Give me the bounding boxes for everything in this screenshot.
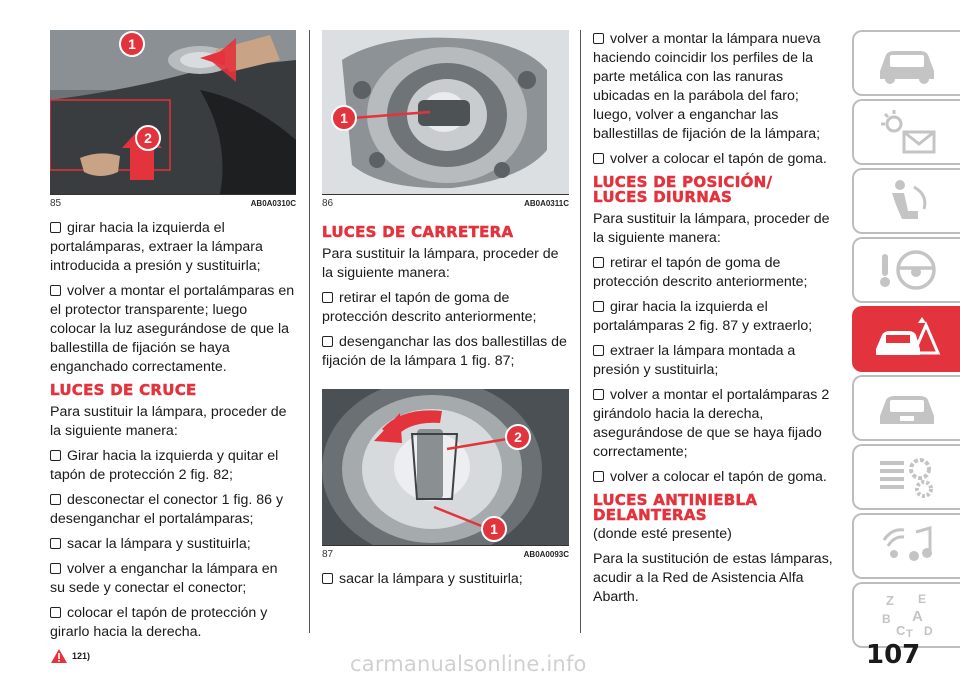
svg-text:T: T bbox=[906, 628, 913, 640]
column-divider bbox=[309, 30, 310, 633]
emergency-icon bbox=[872, 313, 942, 365]
svg-text:E: E bbox=[918, 592, 927, 606]
seat-airbag-icon bbox=[872, 175, 942, 227]
checkbox-icon bbox=[50, 563, 61, 574]
checkbox-icon bbox=[593, 471, 604, 482]
watermark: carmanualsonline.info bbox=[350, 652, 587, 676]
dashboard-lights-icon bbox=[872, 106, 942, 158]
checkbox-icon bbox=[50, 538, 61, 549]
warning-triangle-icon bbox=[50, 648, 68, 664]
heading-luces-de-carretera: LUCES DE CARRETERA bbox=[322, 223, 514, 241]
bullet-item: volver a colocar el tapón de goma. bbox=[593, 150, 841, 169]
figure-number: 85 bbox=[50, 198, 62, 209]
checkbox-icon bbox=[593, 33, 604, 44]
figure-number: 86 bbox=[322, 198, 334, 209]
figure-87 bbox=[322, 389, 569, 546]
figure-85 bbox=[50, 30, 296, 195]
figure-number: 87 bbox=[322, 549, 334, 560]
figure-87-caption bbox=[322, 546, 569, 560]
bullet-item: colocar el tapón de protección y girarlo hacia la derecha. bbox=[50, 605, 268, 640]
figure-code: AB0A0311C bbox=[524, 199, 569, 208]
checkbox-icon bbox=[322, 573, 333, 584]
warning-ref-text: 121) bbox=[72, 651, 91, 661]
warning-reference[interactable] bbox=[50, 648, 296, 664]
column-2 bbox=[322, 30, 569, 595]
figure-86-caption bbox=[322, 195, 569, 209]
svg-text:Z: Z bbox=[886, 593, 894, 608]
intro-text: Para sustituir la lámpara, proceder de la siguiente manera: bbox=[593, 211, 830, 246]
tab-technical-data[interactable] bbox=[852, 444, 960, 510]
heading-luces-antiniebla: LUCES ANTINIEBLA DELANTERAS bbox=[593, 491, 758, 524]
chapter-tabs bbox=[852, 30, 960, 651]
intro-text: Para sustituir la lámpara, proceder de la siguiente manera: bbox=[322, 246, 559, 281]
tab-steering[interactable] bbox=[852, 237, 960, 303]
column-1 bbox=[50, 30, 296, 664]
bullet-item: volver a colocar el tapón de goma. bbox=[593, 468, 841, 487]
steering-wheel-icon bbox=[872, 244, 942, 296]
body-text: Para la sustitución de estas lámparas, acudir a la Red de Asistencia Alfa Abarth. bbox=[593, 551, 833, 605]
checkbox-icon bbox=[50, 222, 61, 233]
figure-86-callout-1: 1 bbox=[340, 110, 348, 126]
bullet-item: extraer la lámpara montada a presión y sustituirla; bbox=[593, 343, 796, 378]
checkbox-icon bbox=[50, 494, 61, 505]
figure-85-caption bbox=[50, 195, 296, 209]
gears-settings-icon bbox=[872, 451, 942, 503]
bullet-item: Girar hacia la izquierda y quitar el tapón de protección 2 fig. 82; bbox=[50, 448, 279, 483]
figure-87-image bbox=[322, 389, 569, 545]
bullet-item: girar hacia la izquierda el portalámparas, extraer la lámpara introducida a presión y sustituirla; bbox=[50, 220, 263, 274]
svg-text:B: B bbox=[882, 612, 891, 626]
figure-85-image bbox=[50, 30, 296, 194]
bullet-item: retirar el tapón de goma de protección descrito anteriormente; bbox=[322, 290, 537, 325]
bullet-item: desconectar el conector 1 fig. 86 y desenganchar el portalámparas; bbox=[50, 492, 284, 527]
bullet-item: volver a montar la lámpara nueva haciendo coincidir los perfiles de la parte metálica con las ranuras ubicadas en la parábola del faro; luego, volver a enganchar las ballestillas de fijación de la lámpara; bbox=[593, 31, 821, 142]
tab-dashboard-lights[interactable] bbox=[852, 99, 960, 165]
bullet-item: retirar el tapón de goma de protección descrito anteriormente; bbox=[593, 255, 808, 290]
car-icon bbox=[872, 37, 942, 89]
tab-emergency[interactable] bbox=[852, 306, 960, 372]
bullet-item: sacar la lámpara y sustituirla; bbox=[322, 570, 569, 589]
figure-code: AB0A0093C bbox=[523, 550, 569, 559]
tab-multimedia[interactable] bbox=[852, 513, 960, 579]
heading-luces-de-cruce: LUCES DE CRUCE bbox=[50, 381, 197, 399]
bullet-item: desenganchar las dos ballestillas de fijación de la lámpara 1 fig. 87; bbox=[322, 334, 567, 369]
intro-text: Para sustituir la lámpara, proceder de la siguiente manera: bbox=[50, 404, 287, 439]
column-divider bbox=[580, 30, 581, 633]
checkbox-icon bbox=[50, 607, 61, 618]
bullet-item: volver a montar el portalámparas 2 girándolo hacia la derecha, asegurándose de que se haya fijado correctamente; bbox=[593, 387, 830, 460]
car-maintenance-icon bbox=[872, 382, 942, 434]
checkbox-icon bbox=[50, 450, 61, 461]
alphabetical-index-icon bbox=[872, 589, 942, 641]
figure-85-callout-1: 1 bbox=[128, 36, 136, 52]
checkbox-icon bbox=[322, 292, 333, 303]
figure-86 bbox=[322, 30, 569, 195]
bullet-item: volver a montar el portalámparas en el protector transparente; luego colocar la luz asegurándose de que la ballestilla de fijación se haya enganchado correctamente. bbox=[50, 283, 295, 375]
heading-luces-de-posicion: LUCES DE POSICIÓN/ LUCES DIURNAS bbox=[593, 173, 773, 206]
page-number: 107 bbox=[866, 640, 921, 670]
figure-86-image bbox=[322, 30, 569, 194]
checkbox-icon bbox=[593, 257, 604, 268]
bullet-item: girar hacia la izquierda el portalámparas 2 fig. 87 y extraerlo; bbox=[593, 299, 813, 334]
figure-87-callout-1: 1 bbox=[490, 521, 498, 537]
checkbox-icon bbox=[593, 301, 604, 312]
tab-index[interactable] bbox=[852, 582, 960, 648]
checkbox-icon bbox=[593, 345, 604, 356]
checkbox-icon bbox=[593, 153, 604, 164]
svg-text:C: C bbox=[896, 623, 906, 638]
tab-seat-airbag[interactable] bbox=[852, 168, 960, 234]
bullet-item: sacar la lámpara y sustituirla; bbox=[50, 535, 296, 554]
heading-note: (donde esté presente) bbox=[593, 526, 732, 542]
column-3 bbox=[593, 30, 841, 613]
checkbox-icon bbox=[593, 389, 604, 400]
figure-code: AB0A0310C bbox=[250, 199, 296, 208]
svg-text:A: A bbox=[912, 608, 923, 625]
tab-maintenance[interactable] bbox=[852, 375, 960, 441]
figure-85-callout-2: 2 bbox=[144, 130, 152, 146]
bullet-item: volver a enganchar la lámpara en su sede y conectar el conector; bbox=[50, 561, 278, 596]
multimedia-icon bbox=[872, 520, 942, 572]
checkbox-icon bbox=[322, 336, 333, 347]
svg-text:D: D bbox=[924, 624, 933, 638]
checkbox-icon bbox=[50, 285, 61, 296]
tab-car[interactable] bbox=[852, 30, 960, 96]
figure-87-callout-2: 2 bbox=[514, 429, 522, 445]
